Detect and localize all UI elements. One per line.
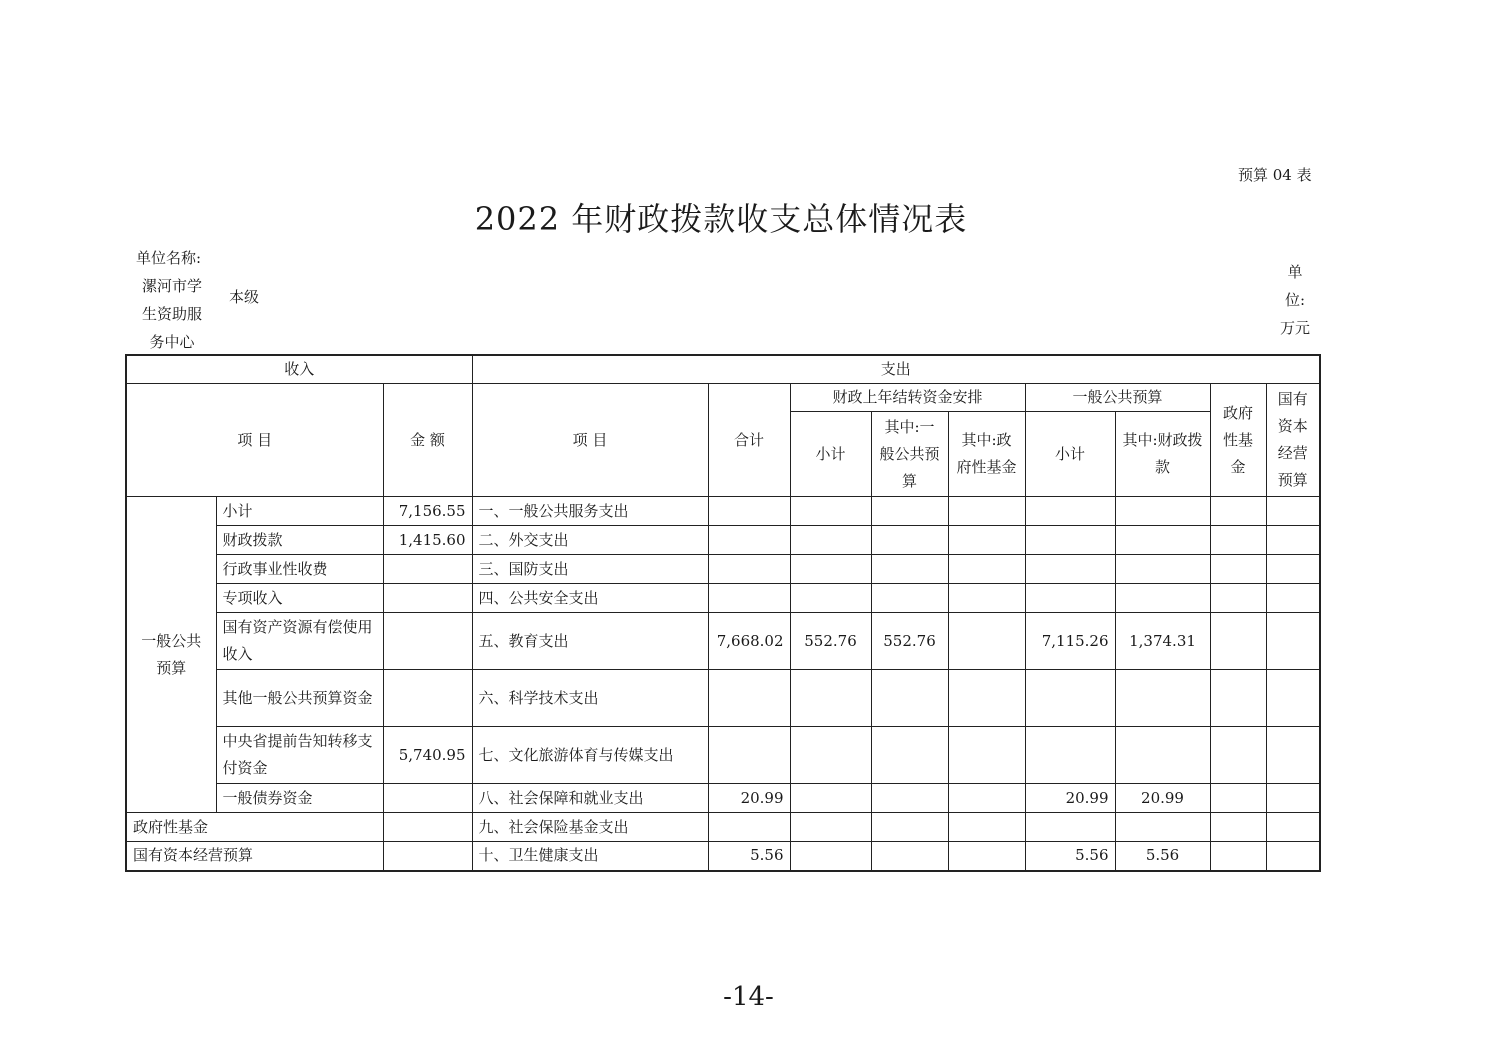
total-cell: 20.99 (708, 784, 790, 813)
exp-item-cell: 八、社会保障和就业支出 (472, 784, 708, 813)
unit-name-line: 漯河市学 (141, 277, 202, 295)
page-title: 2022 年财政拨款收支总体情况表 (474, 200, 968, 238)
income-group-label: 一般公共预算 (126, 497, 216, 813)
income-item: 小计 (216, 497, 383, 526)
soe-cell (1266, 526, 1320, 555)
carry-gf-header: 其中:政府性基金 (948, 412, 1025, 497)
unit-name-label: 单位名称: (136, 249, 202, 267)
table-row (126, 727, 1320, 784)
unit-measure (1277, 258, 1313, 342)
carry-gpb-cell (871, 784, 948, 813)
gpb-sub-cell (1025, 555, 1115, 584)
gpb-fin-cell: 5.56 (1115, 842, 1210, 871)
carry-sub-cell (790, 727, 871, 784)
exp-item-cell: 九、社会保险基金支出 (472, 813, 708, 842)
gov-fund-cell (1210, 584, 1266, 613)
gpb-sub-cell (1025, 497, 1115, 526)
soe-cell (1266, 842, 1320, 871)
gov-fund-cell (1210, 526, 1266, 555)
unit-name-line: 生资助服 (141, 305, 202, 323)
income-amount-cell (383, 555, 472, 584)
soe-cell (1266, 584, 1320, 613)
carry-gf-cell (948, 670, 1025, 727)
gov-fund-header: 政府性基金 (1210, 384, 1266, 497)
total-cell (708, 727, 790, 784)
gov-fund-cell (1210, 813, 1266, 842)
carry-sub-cell (790, 526, 871, 555)
gov-fund-cell (1210, 555, 1266, 584)
carry-gpb-cell (871, 670, 948, 727)
unit-name-block (136, 244, 216, 356)
carry-gpb-cell (871, 526, 948, 555)
table-row (126, 613, 1320, 670)
gpb-fin-cell (1115, 555, 1210, 584)
soe-cell (1266, 555, 1320, 584)
income-amount-cell: 5,740.95 (383, 727, 472, 784)
income-item: 国有资产资源有偿使用收入 (216, 613, 383, 670)
income-amount-header: 金 额 (383, 384, 472, 497)
gpb-fin-cell: 1,374.31 (1115, 613, 1210, 670)
total-cell (708, 584, 790, 613)
carry-gpb-cell (871, 813, 948, 842)
income-amount-cell: 1,415.60 (383, 526, 472, 555)
gpb-sub-cell (1025, 727, 1115, 784)
income-item: 一般债券资金 (216, 784, 383, 813)
income-amount-cell (383, 813, 472, 842)
carry-sub-cell (790, 670, 871, 727)
exp-item-cell: 七、文化旅游体育与传媒支出 (472, 727, 708, 784)
carry-gf-cell (948, 727, 1025, 784)
income-amount-cell (383, 670, 472, 727)
exp-item-cell: 十、卫生健康支出 (472, 842, 708, 871)
carry-sub-cell (790, 842, 871, 871)
carry-gpb-header: 其中:一般公共预算 (871, 412, 948, 497)
carry-gpb-cell (871, 727, 948, 784)
gov-fund-cell (1210, 727, 1266, 784)
income-item: 中央省提前告知转移支付资金 (216, 727, 383, 784)
table-row (126, 784, 1320, 813)
gpb-sub-cell: 7,115.26 (1025, 613, 1115, 670)
carryover-header: 财政上年结转资金安排 (790, 384, 1025, 412)
gov-fund-cell (1210, 784, 1266, 813)
income-item: 国有资本经营预算 (126, 842, 383, 871)
gpb-header: 一般公共预算 (1025, 384, 1210, 412)
gpb-fin-header: 其中:财政拨款 (1115, 412, 1210, 497)
income-item-header: 项 目 (126, 384, 383, 497)
exp-item-cell: 四、公共安全支出 (472, 584, 708, 613)
carry-gf-cell (948, 842, 1025, 871)
income-item: 政府性基金 (126, 813, 383, 842)
gpb-fin-cell: 20.99 (1115, 784, 1210, 813)
gpb-fin-cell (1115, 813, 1210, 842)
gov-fund-cell (1210, 842, 1266, 871)
soe-cell (1266, 784, 1320, 813)
total-header: 合计 (708, 384, 790, 497)
table-row (126, 497, 1320, 526)
gov-fund-cell (1210, 613, 1266, 670)
gpb-fin-cell (1115, 670, 1210, 727)
carry-gf-cell (948, 613, 1025, 670)
gpb-sub-cell: 5.56 (1025, 842, 1115, 871)
income-item: 专项收入 (216, 584, 383, 613)
budget-table (125, 354, 1321, 872)
exp-item-cell: 六、科学技术支出 (472, 670, 708, 727)
total-cell (708, 670, 790, 727)
expense-item-header: 项 目 (472, 384, 708, 497)
carry-subtotal-header: 小计 (790, 412, 871, 497)
soe-cell (1266, 670, 1320, 727)
gpb-fin-cell (1115, 497, 1210, 526)
carry-gpb-cell (871, 842, 948, 871)
gpb-sub-cell (1025, 526, 1115, 555)
total-cell (708, 497, 790, 526)
unit-level: 本级 (229, 288, 260, 306)
exp-item-cell: 二、外交支出 (472, 526, 708, 555)
exp-item-cell: 五、教育支出 (472, 613, 708, 670)
table-row (126, 842, 1320, 871)
soe-cell (1266, 813, 1320, 842)
income-item: 行政事业性收费 (216, 555, 383, 584)
expense-header: 支出 (472, 355, 1320, 384)
unit-measure-line: 位: (1284, 291, 1306, 309)
carry-sub-cell (790, 497, 871, 526)
carry-gf-cell (948, 497, 1025, 526)
carry-sub-cell: 552.76 (790, 613, 871, 670)
gpb-sub-cell: 20.99 (1025, 784, 1115, 813)
table-row (126, 670, 1320, 727)
income-amount-cell: 7,156.55 (383, 497, 472, 526)
page-number: -14- (723, 982, 774, 1012)
carry-sub-cell (790, 784, 871, 813)
gov-fund-cell (1210, 670, 1266, 727)
unit-name-line: 务中心 (149, 333, 195, 351)
carry-gf-cell (948, 813, 1025, 842)
income-amount-cell (383, 584, 472, 613)
table-row (126, 555, 1320, 584)
carry-gpb-cell (871, 555, 948, 584)
unit-measure-line: 单 (1287, 263, 1303, 281)
gov-fund-cell (1210, 497, 1266, 526)
total-cell (708, 555, 790, 584)
gpb-sub-cell (1025, 670, 1115, 727)
soe-header: 国有资本经营预算 (1266, 384, 1320, 497)
carry-gf-cell (948, 526, 1025, 555)
carry-gf-cell (948, 584, 1025, 613)
gpb-subtotal-header: 小计 (1025, 412, 1115, 497)
carry-gf-cell (948, 555, 1025, 584)
soe-cell (1266, 727, 1320, 784)
income-amount-cell (383, 784, 472, 813)
form-number: 预算 04 表 (1238, 166, 1312, 184)
gpb-fin-cell (1115, 584, 1210, 613)
exp-item-cell: 一、一般公共服务支出 (472, 497, 708, 526)
carry-sub-cell (790, 584, 871, 613)
total-cell: 7,668.02 (708, 613, 790, 670)
total-cell: 5.56 (708, 842, 790, 871)
income-item: 其他一般公共预算资金 (216, 670, 383, 727)
income-amount-cell (383, 842, 472, 871)
total-cell (708, 813, 790, 842)
gpb-sub-cell (1025, 813, 1115, 842)
soe-cell (1266, 613, 1320, 670)
income-header: 收入 (126, 355, 472, 384)
unit-measure-line: 万元 (1279, 319, 1310, 337)
table-row (126, 813, 1320, 842)
gpb-fin-cell (1115, 526, 1210, 555)
table-row (126, 584, 1320, 613)
gpb-fin-cell (1115, 727, 1210, 784)
gpb-sub-cell (1025, 584, 1115, 613)
total-cell (708, 526, 790, 555)
soe-cell (1266, 497, 1320, 526)
carry-sub-cell (790, 555, 871, 584)
carry-gpb-cell (871, 584, 948, 613)
carry-gpb-cell: 552.76 (871, 613, 948, 670)
exp-item-cell: 三、国防支出 (472, 555, 708, 584)
income-item: 财政拨款 (216, 526, 383, 555)
income-amount-cell (383, 613, 472, 670)
table-row (126, 526, 1320, 555)
carry-gf-cell (948, 784, 1025, 813)
carry-gpb-cell (871, 497, 948, 526)
carry-sub-cell (790, 813, 871, 842)
